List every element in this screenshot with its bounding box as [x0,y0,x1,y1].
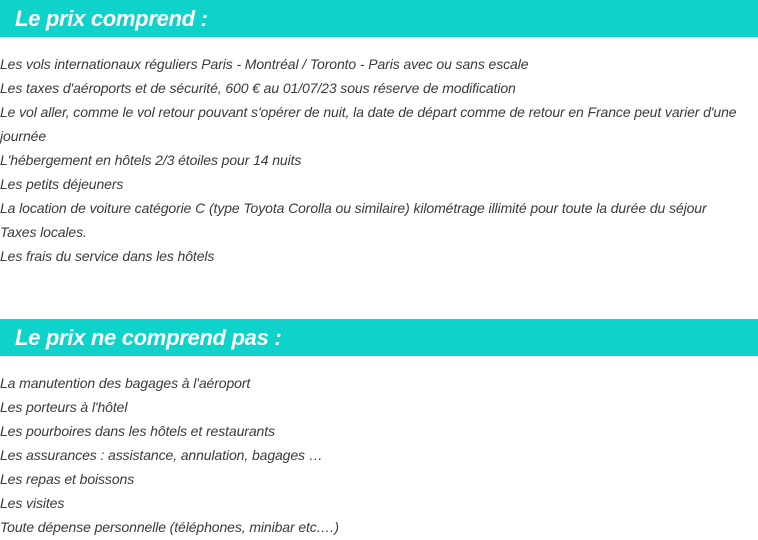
list-item: L'hébergement en hôtels 2/3 étoiles pour 14 nuits [0,152,302,168]
list-item: Les visites [0,495,65,511]
list-item: Les assurances : assistance, annulation, bagages … [0,447,323,463]
included-section [0,0,758,268]
excluded-banner [0,319,758,356]
list-item: Les taxes d'aéroports et de sécurité, 600 € au 01/07/23 sous réserve de modification [0,80,516,96]
list-item: Le vol aller, comme le vol retour pouvant s'opérer de nuit, la date de départ comme de retour en France peut varier d'une journée [0,104,737,144]
list-item: Taxes locales. [0,224,87,240]
included-list [0,52,758,268]
excluded-section [0,319,758,539]
list-item: Les vols internationaux réguliers Paris - Montréal / Toronto - Paris avec ou sans escale [0,56,529,72]
list-item: Les frais du service dans les hôtels [0,248,215,264]
list-item: La location de voiture catégorie C (type Toyota Corolla ou similaire) kilométrage illimité pour toute la durée du séjour [0,200,707,216]
excluded-title: Le prix ne comprend pas : [15,324,282,350]
list-item: Les petits déjeuners [0,176,124,192]
list-item: La manutention des bagages à l'aéroport [0,375,251,391]
included-banner [0,0,758,37]
list-item: Les repas et boissons [0,471,135,487]
list-item: Toute dépense personnelle (téléphones, minibar etc.…) [0,519,339,535]
list-item: Les pourboires dans les hôtels et restaurants [0,423,275,439]
excluded-list [0,371,758,539]
included-title: Le prix comprend : [15,5,208,31]
list-item: Les porteurs à l'hôtel [0,399,128,415]
